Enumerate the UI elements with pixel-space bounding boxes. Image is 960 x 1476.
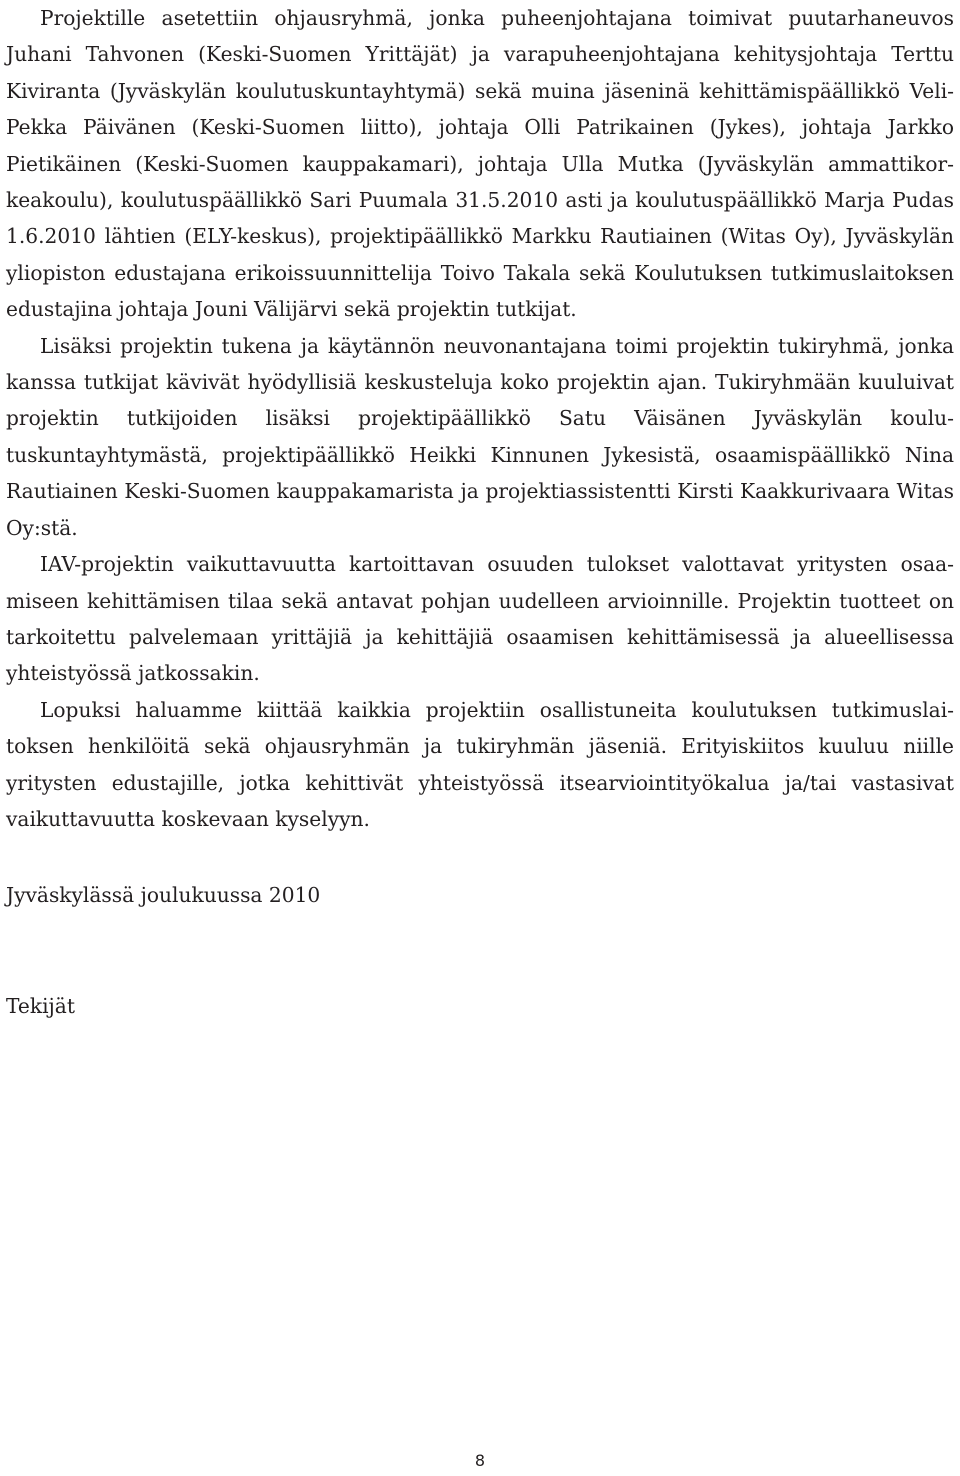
- page-number: 8: [474, 1451, 486, 1470]
- paragraph-steering-group: Projektille asetettiin ohjausryhmä, jonka puheenjohtajana toimivat puutarhaneuvos Juhani Tahvonen (Keski-Suomen Yrittäjät) ja varapuheenjohtajana kehitysjohtaja Terttu Kiviranta (Jyväskylän koulutuskuntayhtymä) sekä muina jäseninä kehittämispäällikkö Veli-Pekka Päivänen (Keski-Suomen liitto), johtaja Olli Patrikainen (Jykes), johtaja Jarkko Pietikäinen (Keski-Suomen kauppakamari), johtaja Ulla Mutka (Jyväskylän ammattikorkeakoulu), koulutuspäällikkö Sari Puumala 31.5.2010 asti ja koulutuspäällikkö Marja Pudas 1.6.2010 lähtien (ELY-keskus), projektipäällikkö Markku Rautiainen (Witas Oy), Jyväskylän yliopiston edustajana erikoissuunnittelija Toivo Takala sekä Koulutuksen tutkimuslaitoksen edustajina johtaja Jouni Välijärvi sekä projektin tutkijat.: [6, 6, 954, 322]
- paragraph-support-group: Lisäksi projektin tukena ja käytännön neuvonantajana toimi projektin tukiryhmä, jonka kanssa tutkijat kävivät hyödyllisiä keskusteluja koko projektin ajan. Tukiryhmään kuuluivat projektin tutkijoiden lisäksi projektipäällikkö Satu Väisänen Jyväskylän koulutuskuntayhtymästä, projektipäällikkö Heikki Kinnunen Jykesistä, osaamispäällikkö Nina Rautiainen Keski-Suomen kauppakamarista ja projektiassistentti Kirsti Kaakkurivaara Witas Oy:stä.: [6, 333, 954, 540]
- authors-signature: Tekijät: [6, 994, 75, 1018]
- paragraph-results: IAV-projektin vaikuttavuutta kartoittavan osuuden tulokset valottavat yritysten osaamiseen kehittämisen tilaa sekä antavat pohjan uudelleen arvioinnille. Projektin tuotteet on tarkoitettu palvelemaan yrittäjiä ja kehittäjiä osaamisen kehittämisessä ja alueellisessa yhteistyössä jatkossakin.: [6, 552, 954, 686]
- place-and-date: Jyväskylässä joulukuussa 2010: [6, 883, 321, 907]
- paragraph-acknowledgements: Lopuksi haluamme kiittää kaikkia projektiin osallistuneita koulutuksen tutkimuslaitoksen henkilöitä sekä ohjausryhmän ja tukiryhmän jäseniä. Erityiskiitos kuuluu niille yritysten edustajille, jotka kehittivät yhteistyössä itsearviointityökalua ja/tai vastasivat vaikuttavuutta koskevaan kyselyyn.: [6, 697, 954, 831]
- document-page: [6, 0, 954, 1018]
